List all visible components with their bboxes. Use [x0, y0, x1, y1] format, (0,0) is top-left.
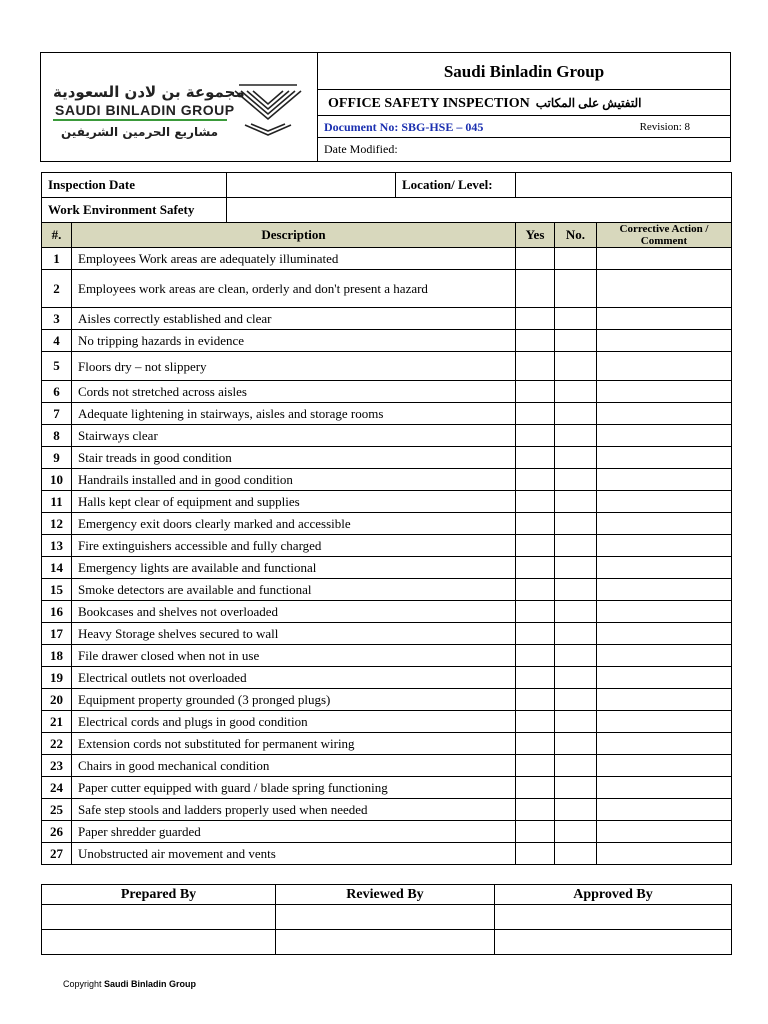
item-number: 14	[42, 557, 72, 579]
item-description: Floors dry – not slippery	[72, 352, 516, 381]
form-header	[40, 52, 731, 162]
item-yes-checkbox[interactable]	[516, 579, 555, 601]
item-no-checkbox[interactable]	[555, 777, 597, 799]
item-comment-field[interactable]	[597, 799, 732, 821]
item-yes-checkbox[interactable]	[516, 381, 555, 403]
item-comment-field[interactable]	[597, 403, 732, 425]
revision: Revision: 8	[639, 121, 690, 133]
item-description: No tripping hazards in evidence	[72, 330, 516, 352]
checklist-row	[42, 579, 732, 601]
item-yes-checkbox[interactable]	[516, 308, 555, 330]
item-yes-checkbox[interactable]	[516, 248, 555, 270]
document-number: Document No: SBG-HSE – 045	[324, 120, 484, 134]
item-comment-field[interactable]	[597, 623, 732, 645]
checklist-row	[42, 623, 732, 645]
inspection-date-label: Inspection Date	[42, 173, 227, 198]
item-number: 10	[42, 469, 72, 491]
column-header-row	[42, 223, 732, 248]
checklist-row	[42, 469, 732, 491]
approved-by-signature[interactable]	[495, 930, 732, 955]
item-no-checkbox[interactable]	[555, 447, 597, 469]
item-description: Smoke detectors are available and functional	[72, 579, 516, 601]
item-number: 6	[42, 381, 72, 403]
item-yes-checkbox[interactable]	[516, 799, 555, 821]
item-yes-checkbox[interactable]	[516, 623, 555, 645]
company-name: Saudi Binladin Group	[318, 53, 730, 90]
item-number: 20	[42, 689, 72, 711]
item-yes-checkbox[interactable]	[516, 843, 555, 865]
item-no-checkbox[interactable]	[555, 403, 597, 425]
item-yes-checkbox[interactable]	[516, 667, 555, 689]
logo-english-name: SAUDI BINLADIN GROUP	[55, 102, 235, 118]
item-description: Adequate lightening in stairways, aisles and storage rooms	[72, 403, 516, 425]
form-title-ar: التفتيش على المكاتب	[535, 96, 642, 110]
item-description: Handrails installed and in good condition	[72, 469, 516, 491]
item-description: Halls kept clear of equipment and supplies	[72, 491, 516, 513]
document-info	[318, 116, 730, 138]
item-comment-field[interactable]	[597, 667, 732, 689]
item-description: File drawer closed when not in use	[72, 645, 516, 667]
checklist-row	[42, 711, 732, 733]
item-no-checkbox[interactable]	[555, 689, 597, 711]
checklist-row	[42, 601, 732, 623]
item-description: Paper cutter equipped with guard / blade spring functioning	[72, 777, 516, 799]
checklist-row	[42, 330, 732, 352]
item-no-checkbox[interactable]	[555, 821, 597, 843]
item-comment-field[interactable]	[597, 425, 732, 447]
form-title-en: OFFICE SAFETY INSPECTION	[328, 96, 530, 111]
checklist-row	[42, 491, 732, 513]
item-comment-field[interactable]	[597, 469, 732, 491]
item-number: 9	[42, 447, 72, 469]
item-description: Paper shredder guarded	[72, 821, 516, 843]
item-number: 21	[42, 711, 72, 733]
item-no-checkbox[interactable]	[555, 491, 597, 513]
item-number: 19	[42, 667, 72, 689]
item-no-checkbox[interactable]	[555, 352, 597, 381]
item-yes-checkbox[interactable]	[516, 425, 555, 447]
item-yes-checkbox[interactable]	[516, 513, 555, 535]
signoff-signature-row	[42, 930, 732, 955]
reviewed-by-field[interactable]	[276, 905, 495, 930]
item-description: Equipment property grounded (3 pronged plugs)	[72, 689, 516, 711]
item-no-checkbox[interactable]	[555, 601, 597, 623]
location-field[interactable]	[516, 173, 732, 198]
item-number: 17	[42, 623, 72, 645]
item-description: Stairways clear	[72, 425, 516, 447]
item-number: 7	[42, 403, 72, 425]
item-number: 27	[42, 843, 72, 865]
checklist-row	[42, 667, 732, 689]
item-description: Unobstructed air movement and vents	[72, 843, 516, 865]
prepared-by-signature[interactable]	[42, 930, 276, 955]
col-num-header: #.	[42, 223, 72, 248]
item-comment-field[interactable]	[597, 579, 732, 601]
item-yes-checkbox[interactable]	[516, 491, 555, 513]
item-comment-field[interactable]	[597, 535, 732, 557]
checklist-row	[42, 381, 732, 403]
checklist-row	[42, 557, 732, 579]
item-number: 8	[42, 425, 72, 447]
item-number: 11	[42, 491, 72, 513]
item-description: Fire extinguishers accessible and fully charged	[72, 535, 516, 557]
item-description: Chairs in good mechanical condition	[72, 755, 516, 777]
item-no-checkbox[interactable]	[555, 330, 597, 352]
checklist-row	[42, 645, 732, 667]
form-title	[318, 90, 730, 116]
signoff-name-row	[42, 905, 732, 930]
item-comment-field[interactable]	[597, 755, 732, 777]
checklist-row	[42, 425, 732, 447]
item-no-checkbox[interactable]	[555, 843, 597, 865]
col-no-header: No.	[555, 223, 597, 248]
item-description: Aisles correctly established and clear	[72, 308, 516, 330]
checklist-row	[42, 352, 732, 381]
item-comment-field[interactable]	[597, 308, 732, 330]
item-description: Cords not stretched across aisles	[72, 381, 516, 403]
prepared-by-label: Prepared By	[42, 885, 276, 905]
item-description: Heavy Storage shelves secured to wall	[72, 623, 516, 645]
reviewed-by-label: Reviewed By	[276, 885, 495, 905]
item-number: 24	[42, 777, 72, 799]
item-comment-field[interactable]	[597, 821, 732, 843]
item-number: 13	[42, 535, 72, 557]
item-description: Stair treads in good condition	[72, 447, 516, 469]
checklist-row	[42, 535, 732, 557]
col-description-header: Description	[72, 223, 516, 248]
item-number: 22	[42, 733, 72, 755]
item-comment-field[interactable]	[597, 513, 732, 535]
item-yes-checkbox[interactable]	[516, 601, 555, 623]
item-yes-checkbox[interactable]	[516, 689, 555, 711]
logo-emblem-icon	[231, 81, 305, 137]
item-no-checkbox[interactable]	[555, 755, 597, 777]
logo-arabic-name: مجموعة بن لادن السعودية	[53, 83, 245, 101]
item-description: Employees work areas are clean, orderly and don't present a hazard	[72, 270, 516, 308]
item-number: 16	[42, 601, 72, 623]
item-no-checkbox[interactable]	[555, 381, 597, 403]
item-no-checkbox[interactable]	[555, 667, 597, 689]
date-modified: Date Modified:	[324, 142, 398, 156]
item-yes-checkbox[interactable]	[516, 821, 555, 843]
item-yes-checkbox[interactable]	[516, 447, 555, 469]
item-comment-field[interactable]	[597, 645, 732, 667]
item-comment-field[interactable]	[597, 689, 732, 711]
item-yes-checkbox[interactable]	[516, 755, 555, 777]
item-yes-checkbox[interactable]	[516, 330, 555, 352]
inspection-checklist	[41, 172, 732, 865]
approved-by-field[interactable]	[495, 905, 732, 930]
inspection-info-row	[42, 173, 732, 198]
col-comment-header: Corrective Action / Comment	[597, 223, 732, 248]
item-comment-field[interactable]	[597, 711, 732, 733]
item-no-checkbox[interactable]	[555, 579, 597, 601]
item-description: Safe step stools and ladders properly used when needed	[72, 799, 516, 821]
checklist-row	[42, 799, 732, 821]
item-description: Bookcases and shelves not overloaded	[72, 601, 516, 623]
checklist-row	[42, 270, 732, 308]
col-yes-header: Yes	[516, 223, 555, 248]
checklist-row	[42, 821, 732, 843]
checklist-row	[42, 403, 732, 425]
item-no-checkbox[interactable]	[555, 623, 597, 645]
item-number: 2	[42, 270, 72, 308]
item-number: 18	[42, 645, 72, 667]
checklist-row	[42, 447, 732, 469]
item-comment-field[interactable]	[597, 733, 732, 755]
approved-by-label: Approved By	[495, 885, 732, 905]
inspection-date-field[interactable]	[227, 173, 396, 198]
item-description: Emergency exit doors clearly marked and accessible	[72, 513, 516, 535]
item-no-checkbox[interactable]	[555, 425, 597, 447]
item-yes-checkbox[interactable]	[516, 469, 555, 491]
item-yes-checkbox[interactable]	[516, 535, 555, 557]
item-no-checkbox[interactable]	[555, 799, 597, 821]
item-no-checkbox[interactable]	[555, 733, 597, 755]
section-label: Work Environment Safety	[42, 198, 227, 223]
logo-arabic-subtitle: مشاريع الحرمين الشريفين	[61, 125, 219, 139]
logo-underline	[53, 119, 227, 121]
checklist-items	[42, 248, 732, 865]
item-comment-field[interactable]	[597, 248, 732, 270]
item-yes-checkbox[interactable]	[516, 733, 555, 755]
item-yes-checkbox[interactable]	[516, 352, 555, 381]
reviewed-by-signature[interactable]	[276, 930, 495, 955]
checklist-row	[42, 733, 732, 755]
item-description: Electrical outlets not overloaded	[72, 667, 516, 689]
item-no-checkbox[interactable]	[555, 557, 597, 579]
location-label: Location/ Level:	[396, 173, 516, 198]
copyright-owner: Saudi Binladin Group	[104, 979, 197, 989]
item-no-checkbox[interactable]	[555, 535, 597, 557]
copyright-prefix: Copyright	[63, 979, 102, 989]
signoff-table	[41, 884, 732, 955]
item-number: 3	[42, 308, 72, 330]
item-description: Electrical cords and plugs in good condition	[72, 711, 516, 733]
item-no-checkbox[interactable]	[555, 248, 597, 270]
item-no-checkbox[interactable]	[555, 513, 597, 535]
section-field[interactable]	[227, 198, 732, 223]
item-yes-checkbox[interactable]	[516, 711, 555, 733]
item-yes-checkbox[interactable]	[516, 403, 555, 425]
section-row	[42, 198, 732, 223]
item-number: 26	[42, 821, 72, 843]
checklist-row	[42, 777, 732, 799]
item-number: 4	[42, 330, 72, 352]
item-yes-checkbox[interactable]	[516, 645, 555, 667]
item-description: Employees Work areas are adequately illuminated	[72, 248, 516, 270]
item-comment-field[interactable]	[597, 843, 732, 865]
item-comment-field[interactable]	[597, 270, 732, 308]
item-comment-field[interactable]	[597, 777, 732, 799]
checklist-row	[42, 308, 732, 330]
item-yes-checkbox[interactable]	[516, 270, 555, 308]
item-yes-checkbox[interactable]	[516, 557, 555, 579]
item-comment-field[interactable]	[597, 330, 732, 352]
checklist-row	[42, 755, 732, 777]
item-comment-field[interactable]	[597, 352, 732, 381]
item-comment-field[interactable]	[597, 491, 732, 513]
item-no-checkbox[interactable]	[555, 308, 597, 330]
prepared-by-field[interactable]	[42, 905, 276, 930]
item-comment-field[interactable]	[597, 381, 732, 403]
item-no-checkbox[interactable]	[555, 469, 597, 491]
item-comment-field[interactable]	[597, 447, 732, 469]
item-number: 25	[42, 799, 72, 821]
item-no-checkbox[interactable]	[555, 270, 597, 308]
item-no-checkbox[interactable]	[555, 711, 597, 733]
copyright-footer	[63, 979, 196, 989]
company-logo	[41, 53, 318, 161]
item-number: 12	[42, 513, 72, 535]
item-yes-checkbox[interactable]	[516, 777, 555, 799]
item-comment-field[interactable]	[597, 557, 732, 579]
item-no-checkbox[interactable]	[555, 645, 597, 667]
signoff-header-row	[42, 885, 732, 905]
item-comment-field[interactable]	[597, 601, 732, 623]
checklist-row	[42, 843, 732, 865]
item-number: 5	[42, 352, 72, 381]
item-description: Extension cords not substituted for permanent wiring	[72, 733, 516, 755]
item-description: Emergency lights are available and functional	[72, 557, 516, 579]
item-number: 23	[42, 755, 72, 777]
item-number: 1	[42, 248, 72, 270]
checklist-row	[42, 513, 732, 535]
checklist-row	[42, 689, 732, 711]
checklist-row	[42, 248, 732, 270]
item-number: 15	[42, 579, 72, 601]
